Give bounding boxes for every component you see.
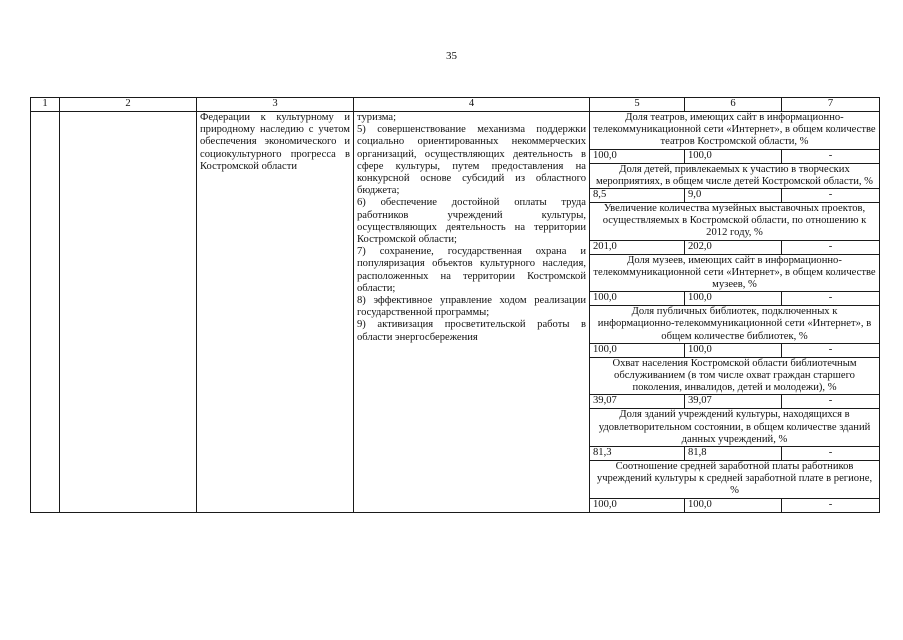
value-col6: 100,0 bbox=[685, 343, 782, 357]
col-header-7: 7 bbox=[782, 98, 880, 112]
task-item: 7) сохранение, государственная охрана и популяризация объектов культурного наследия, расположенных на территории Костромской области; bbox=[357, 246, 586, 294]
indicator-name: Соотношение средней заработной платы работников учреждений культуры к средней заработной плате в регионе, % bbox=[590, 461, 880, 499]
program-table bbox=[30, 97, 880, 513]
value-col7: - bbox=[782, 292, 880, 306]
value-col7: - bbox=[782, 395, 880, 409]
col-header-2: 2 bbox=[60, 98, 197, 112]
indicator-name: Доля зданий учреждений культуры, находящихся в удовлетворительном состоянии, в общем количестве зданий данных учреждений, % bbox=[590, 409, 880, 447]
value-col6: 100,0 bbox=[685, 292, 782, 306]
value-col6: 39,07 bbox=[685, 395, 782, 409]
task-item: 8) эффективное управление ходом реализации государственной программы; bbox=[357, 295, 586, 319]
value-col5: 39,07 bbox=[590, 395, 685, 409]
value-col6: 100,0 bbox=[685, 498, 782, 512]
value-col7: - bbox=[782, 189, 880, 203]
col1-cell bbox=[31, 112, 60, 513]
value-col5: 100,0 bbox=[590, 498, 685, 512]
col-header-4: 4 bbox=[354, 98, 590, 112]
value-col7: - bbox=[782, 240, 880, 254]
col-header-5: 5 bbox=[590, 98, 685, 112]
indicator-name: Охват населения Костромской области библиотечным обслуживанием (в том числе охват граждан старшего поколения, инвалидов, детей и молодежи), % bbox=[590, 357, 880, 395]
task-item: 9) активизация просветительской работы в области энергосбережения bbox=[357, 319, 586, 343]
col-header-6: 6 bbox=[685, 98, 782, 112]
value-col7: - bbox=[782, 447, 880, 461]
task-item: 6) обеспечение достойной оплаты труда работников учреждений культуры, осуществляющих деятельность на территории Костромской области; bbox=[357, 197, 586, 246]
value-col5: 201,0 bbox=[590, 240, 685, 254]
value-col5: 100,0 bbox=[590, 343, 685, 357]
indicator-name: Доля театров, имеющих сайт в информационно-телекоммуникационной сети «Интернет», в общем количестве театров Костромской области, % bbox=[590, 112, 880, 150]
value-col5: 81,3 bbox=[590, 447, 685, 461]
col2-cell bbox=[60, 112, 197, 513]
header-row bbox=[31, 98, 880, 112]
task-item: 5) совершенствование механизма поддержки социально ориентированных некоммерческих организаций, осуществляющих деятельность в сфере культуры, путем предоставления на конкурсной основе субсидий из областного бюджета; bbox=[357, 124, 586, 197]
col-header-1: 1 bbox=[31, 98, 60, 112]
goal-text-cell: Федерации к культурному и природному наследию с учетом обеспечения экономического и социокультурного прогресса в Костромской области bbox=[197, 112, 354, 513]
value-col5: 100,0 bbox=[590, 149, 685, 163]
value-col7: - bbox=[782, 498, 880, 512]
value-col5: 8,5 bbox=[590, 189, 685, 203]
tasks-cell bbox=[354, 112, 590, 513]
indicator-name: Доля детей, привлекаемых к участию в творческих мероприятиях, в общем числе детей Костромской области, % bbox=[590, 163, 880, 188]
indicator-name: Увеличение количества музейных выставочных проектов, осуществляемых в Костромской области, по отношению к 2012 году, % bbox=[590, 203, 880, 241]
col-header-3: 3 bbox=[197, 98, 354, 112]
value-col6: 202,0 bbox=[685, 240, 782, 254]
indicator-name: Доля публичных библиотек, подключенных к информационно-телекоммуникационной сети «Интернет», в общем количестве библиотек, % bbox=[590, 306, 880, 344]
value-col6: 100,0 bbox=[685, 149, 782, 163]
value-col7: - bbox=[782, 343, 880, 357]
indicator-name: Доля музеев, имеющих сайт в информационно-телекоммуникационной сети «Интернет», в общем количестве музеев, % bbox=[590, 254, 880, 292]
value-col7: - bbox=[782, 149, 880, 163]
page-number: 35 bbox=[446, 50, 457, 62]
task-item: туризма; bbox=[357, 112, 397, 123]
value-col5: 100,0 bbox=[590, 292, 685, 306]
table-row bbox=[31, 112, 880, 150]
value-col6: 81,8 bbox=[685, 447, 782, 461]
value-col6: 9,0 bbox=[685, 189, 782, 203]
